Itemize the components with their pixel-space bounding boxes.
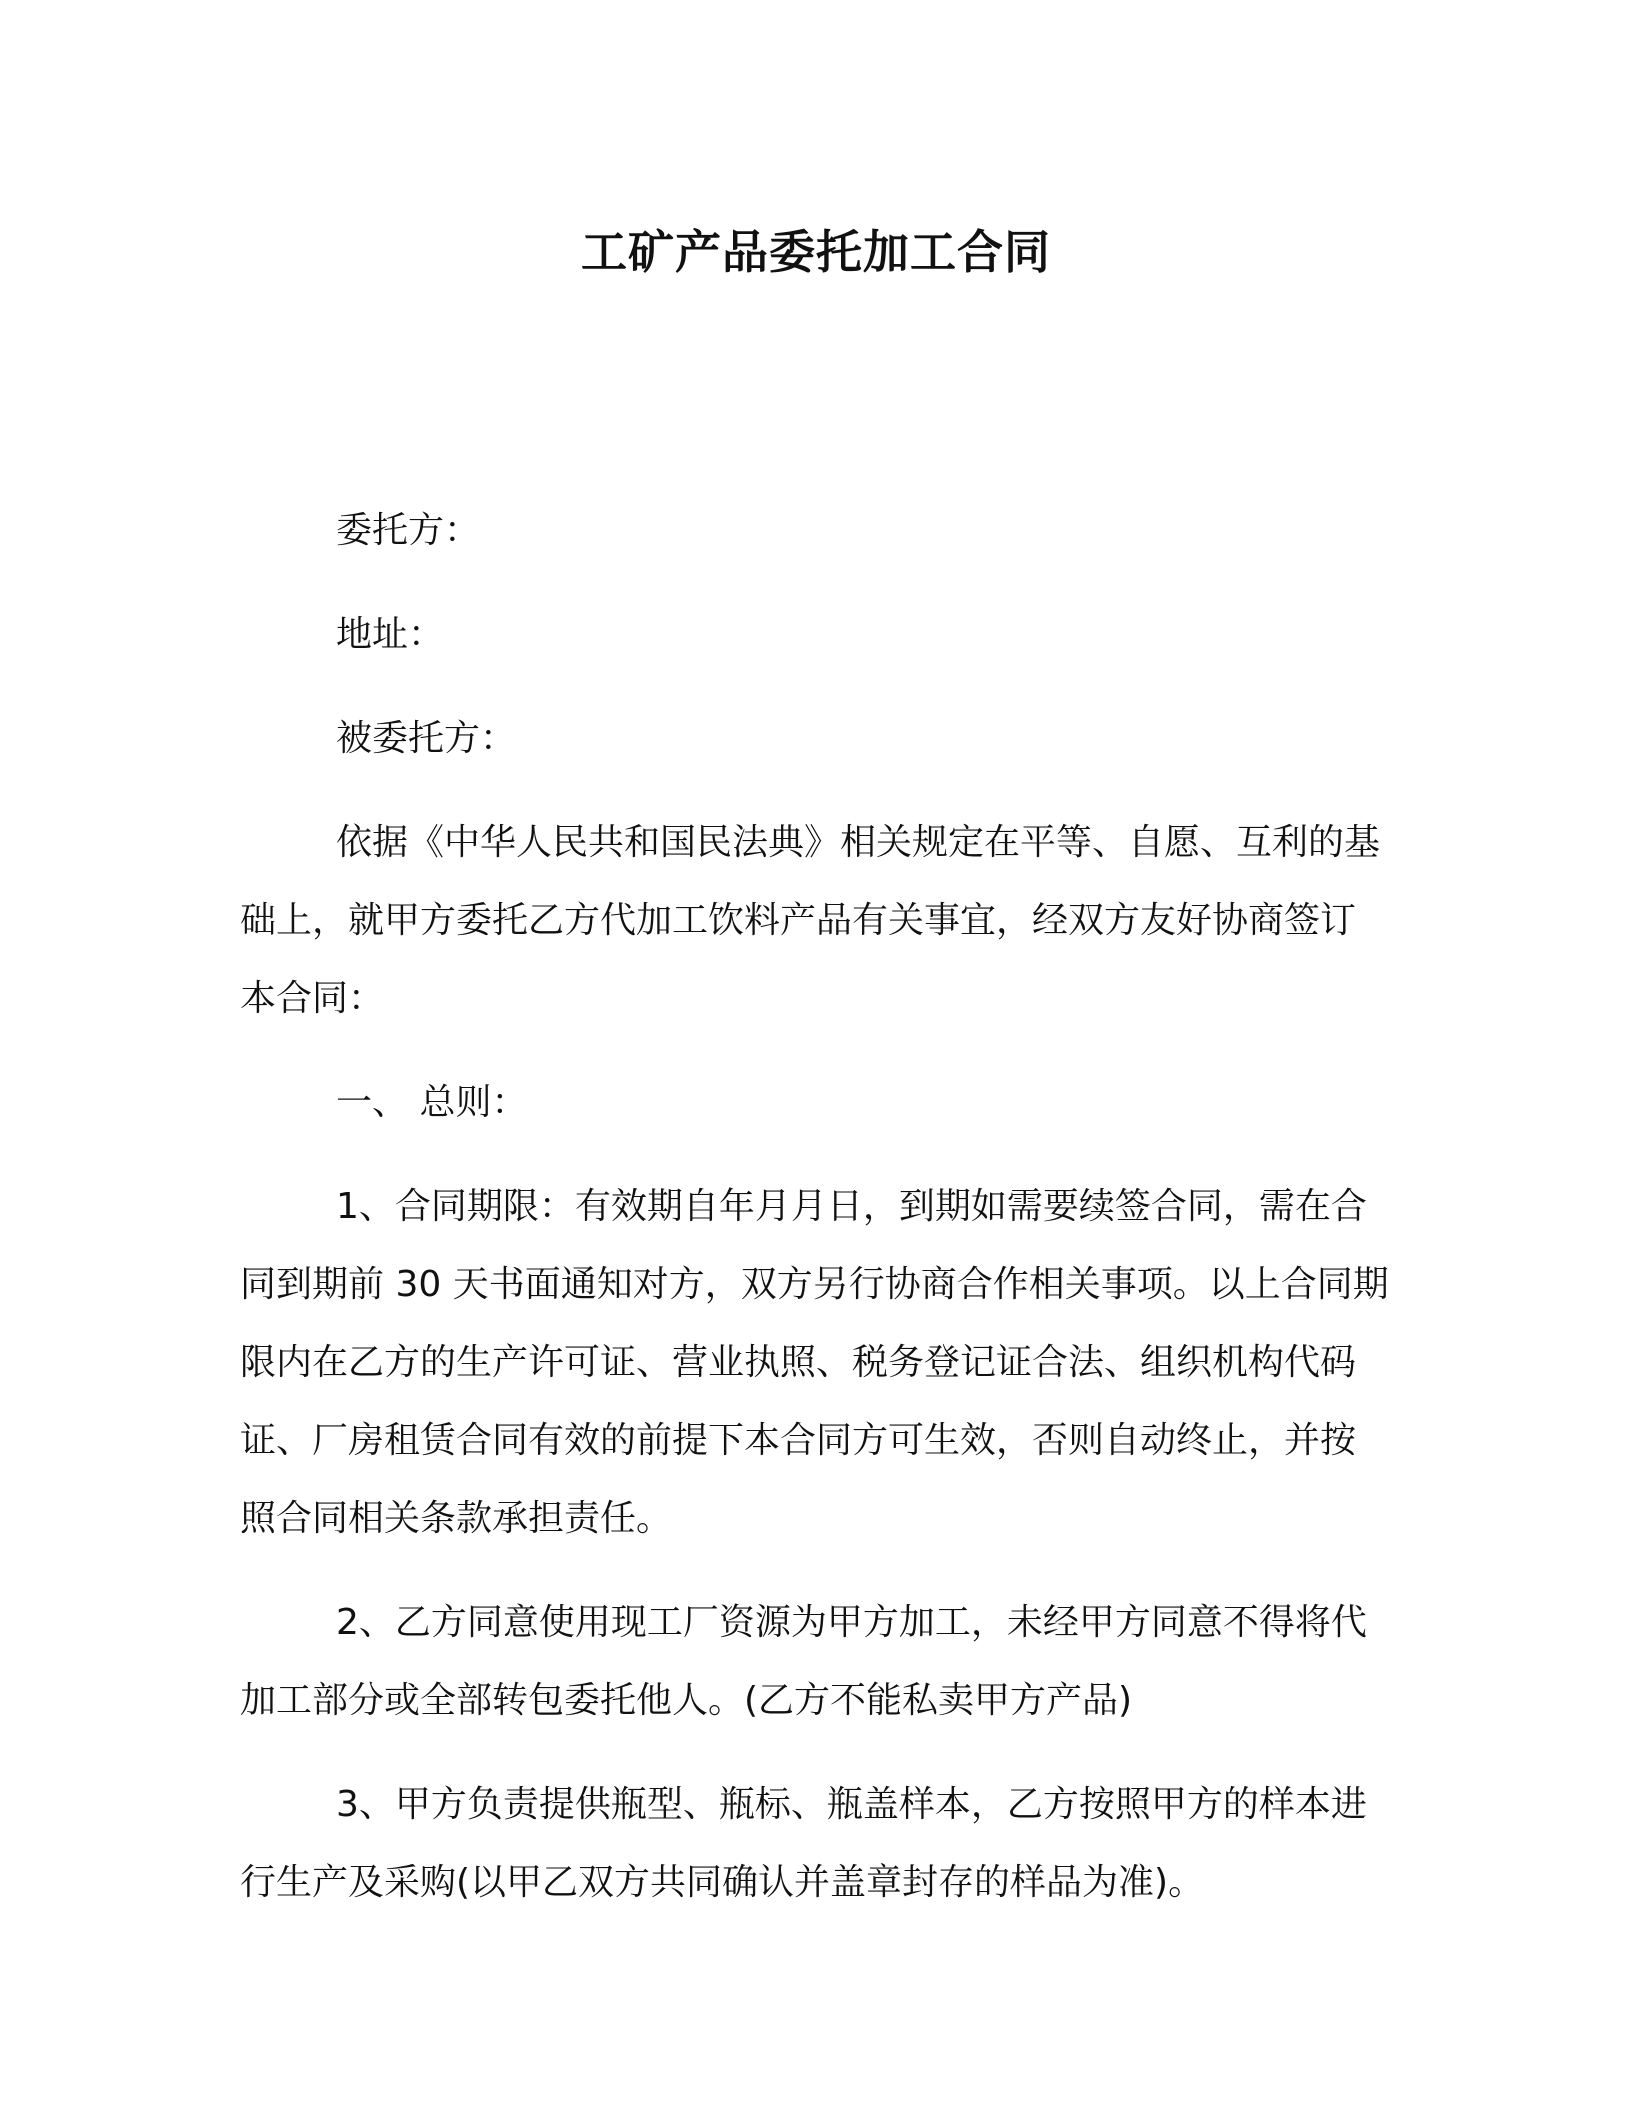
document-title: 工矿产品委托加工合同	[581, 225, 1051, 279]
contractor-field: 被委托方：	[336, 718, 517, 759]
clause-2: 2、乙方同意使用现工厂资源为甲方加工，未经甲方同意不得将代加工部分或全部转包委托他人。(乙方不能私卖甲方产品)	[240, 1602, 1367, 1721]
document-body	[240, 492, 1390, 1948]
clause-3: 3、甲方负责提供瓶型、瓶标、瓶盖样本，乙方按照甲方的样本进行生产及采购(以甲乙双方共同确认并盖章封存的样品为准)。	[240, 1784, 1367, 1903]
clause-1: 1、合同期限：有效期自年月月日，到期如需要续签合同，需在合同到期前 30 天书面通知对方，双方另行协商合作相关事项。以上合同期限内在乙方的生产许可证、营业执照、税务登记证合法、组织机构代码证、厂房租赁合同有效的前提下本合同方可生效，否则自动终止，并按照合同相关条款承担责任。	[240, 1186, 1389, 1539]
section-heading: 一、 总则：	[336, 1082, 528, 1123]
preamble-paragraph: 依据《中华人民共和国民法典》相关规定在平等、自愿、互利的基础上，就甲方委托乙方代加工饮料产品有关事宜，经双方友好协商签订本合同：	[240, 822, 1381, 1019]
client-field: 委托方：	[336, 510, 481, 551]
address-field: 地址：	[336, 614, 445, 655]
